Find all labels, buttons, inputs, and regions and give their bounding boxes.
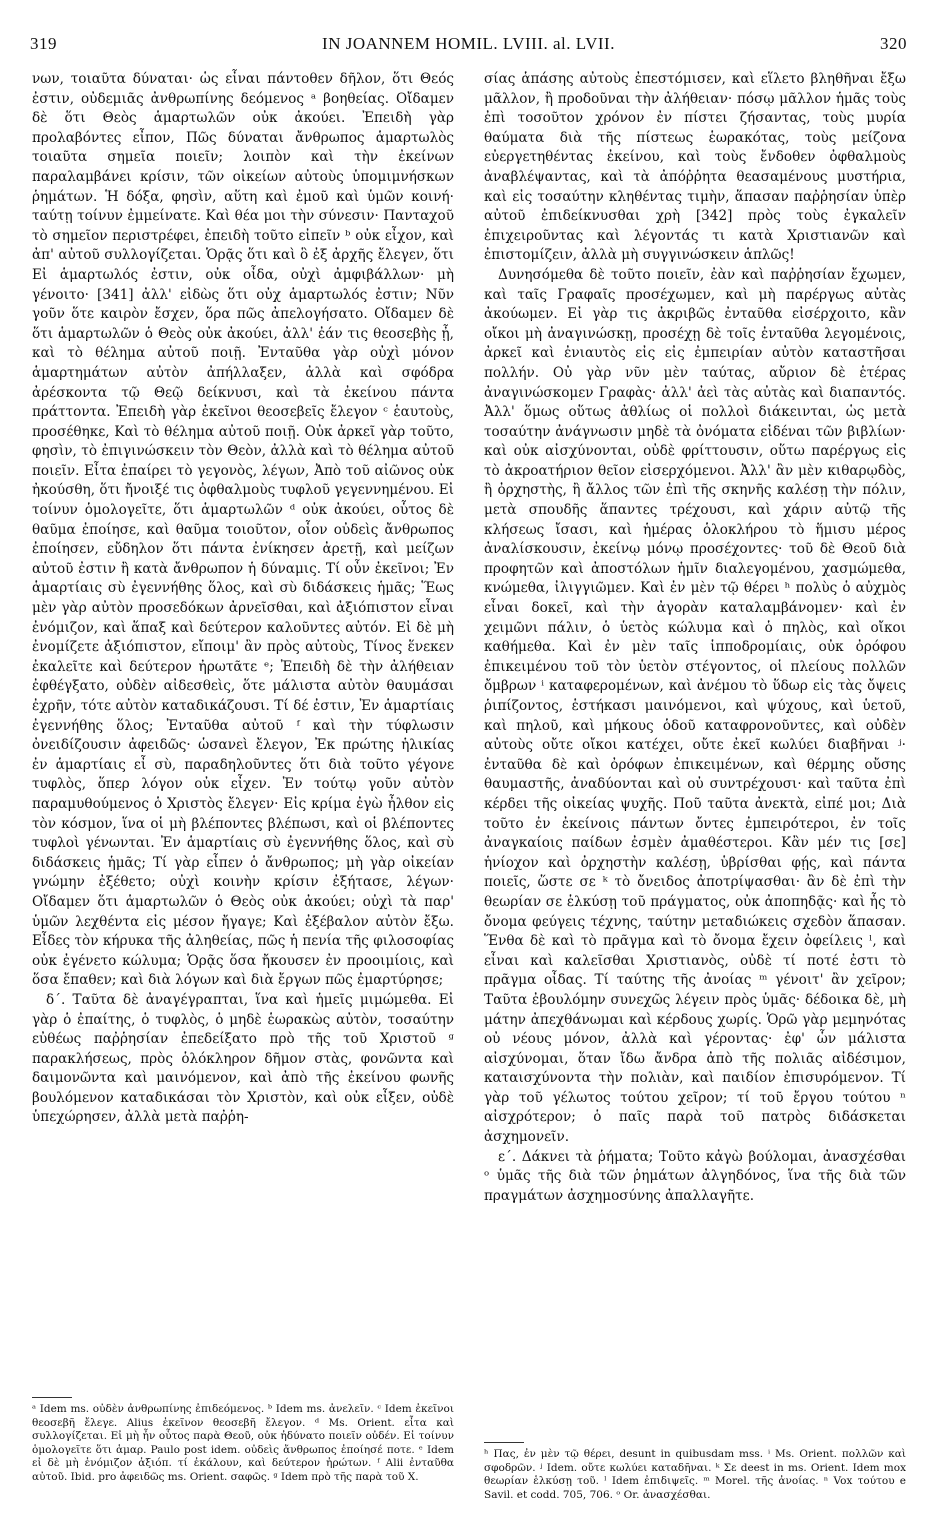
left-column (32, 70, 454, 1128)
page-number-right: 320 (880, 34, 907, 53)
footnote-rule (484, 1442, 524, 1443)
right-paragraph-3: ε΄. Δάκνει τὰ ῥήματα; Τοῦτο κἀγὼ βούλομαι, ἀνασχέσθαι ᵒ ὑμᾶς τῆς διὰ τῶν ῥημάτων ἀλγηδόνος, ἵνα τῆς διὰ τῶν πραγμάτων ἀσχημοσύνης ἀπαλλαγῆτε. (484, 1148, 906, 1204)
running-head: IN JOANNEM HOMIL. LVIII. al. LVII. (322, 34, 615, 53)
footnotes-left (32, 1397, 454, 1484)
left-paragraph-1: νων, τοιαῦτα δύναται· ὡς εἶναι πάντοθεν δῆλον, ὅτι Θεός ἐστιν, οὐδεμιᾶς ἀνθρωπίνης δεόμενος ᵃ βοηθείας. Οἴδαμεν δὲ ὅτι Θεὸς ἁμαρτωλῶν οὐκ ἀκούει. Ἐπειδὴ γὰρ προλαβόντες εἶπον, Πῶς δύναται ἄνθρωπος ἁμαρτωλὸς τοιαῦτα σημεῖα ποιεῖν; λοιπὸν καὶ τὴν ἐκείνων παραλαμβάνει κρίσιν, τῶν οἰκείων αὐτοὺς ὑπομιμνήσκων ῥημάτων. Ἡ δόξα, φησὶν, αὕτη καὶ ἐμοῦ καὶ ὑμῶν κοινή· ταύτῃ τοίνυν ἐμμείνατε. Καὶ θέα μοι τὴν σύνεσιν· Πανταχοῦ τὸ σημεῖον περιστρέφει, ἐπειδὴ τοῦτο εἰπεῖν ᵇ οὐκ εἶχον, καὶ ἀπ' αὐτοῦ συλλογίζεται. Ὁρᾷς ὅτι καὶ ὃ ἐξ ἀρχῆς ἔλεγεν, ὅτι Εἰ ἁμαρτωλός ἐστιν, οὐκ οἶδα, οὐχὶ ἀμφιβάλλων· μὴ γένοιτο· [341] ἀλλ' εἰδὼς ὅτι οὐχ ἁμαρτωλός ἐστιν; Νῦν γοῦν ὅτε καιρὸν ἔσχεν, ὅρα πῶς ἀπελογήσατο. Οἴδαμεν δὲ ὅτι ἁμαρτωλῶν ὁ Θεὸς οὐκ ἀκούει, ἀλλ' ἐάν τις θεοσεβὴς ᾖ, καὶ τὸ θέλημα αὐτοῦ ποιῇ. Ἐνταῦθα γὰρ οὐχὶ μόνον ἁμαρτημάτων αὐτὸν ἀπήλλαξεν, ἀλλὰ καὶ σφόδρα ἀρέσκοντα τῷ Θεῷ δείκνυσι, καὶ τὰ ἐκείνου πάντα πράττοντα. Ἐπειδὴ γὰρ ἐκεῖνοι θεοσεβεῖς ἔλεγον ᶜ ἑαυτοὺς, προσέθηκε, Καὶ τὸ θέλημα αὐτοῦ ποιῇ. Οὐκ ἀρκεῖ γὰρ τοῦτο, φησὶν, τὸ ἐπιγινώσκειν τὸν Θεὸν, ἀλλὰ καὶ τὸ θέλημα αὐτοῦ ποιεῖν. Εἶτα ἐπαίρει τὸ γεγονὸς, λέγων, Ἀπὸ τοῦ αἰῶνος οὐκ ἠκούσθη, ὅτι ἤνοιξέ τις ὀφθαλμοὺς τυφλοῦ γεγεννημένου. Εἰ τοίνυν ὁμολογεῖτε, ὅτι ἁμαρτωλῶν ᵈ οὐκ ἀκούει, οὗτος δὲ θαῦμα ἐποίησε, καὶ θαῦμα τοιοῦτον, οἷον οὐδεὶς ἄνθρωπος ἐποίησεν, εὔδηλον ὅτι πάντα ἐνίκησεν ἀρετῇ, καὶ μείζων αὐτοῦ ἐστιν ἢ κατὰ ἄνθρωπον ἡ δύναμις. Τί οὖν ἐκεῖνοι; Ἐν ἁμαρτίαις σὺ ἐγεννήθης ὅλος, καὶ σὺ διδάσκεις ἡμᾶς; Ἕως μὲν γὰρ αὐτὸν προσεδόκων ἀρνεῖσθαι, καὶ ἀξιόπιστον εἶναι ἐνόμιζον, καὶ ἅπαξ καὶ δεύτερον καλοῦντες αὐτόν. Εἰ δὲ μὴ ἐνομίζετε ἀξιόπιστον, εἴποιμ' ἂν πρὸς αὐτοὺς, Τίνος ἕνεκεν ἐκαλεῖτε καὶ δεύτερον ἠρωτᾶτε ᵉ; Ἐπειδὴ δὲ τὴν ἀλήθειαν ἐφθέγξατο, οὐδὲν αἰδεσθεὶς, ὅτε μάλιστα αὐτὸν θαυμάσαι ἐχρῆν, τότε αὐτὸν καταδικάζουσι. Τί δέ ἐστιν, Ἐν ἁμαρτίαις ἐγεννήθης ὅλος; Ἐνταῦθα αὐτοῦ ᶠ καὶ τὴν τύφλωσιν ὀνειδίζουσιν ἀφειδῶς· ὡσανεὶ ἔλεγον, Ἐκ πρώτης ἡλικίας ἐν ἁμαρτίαις εἶ σὺ, παραδηλοῦντες ὅτι διὰ τοῦτο γέγονε τυφλὸς, ὅπερ λόγον οὐκ εἶχεν. Ἐν τούτῳ γοῦν αὐτὸν παραμυθούμενος ὁ Χριστὸς ἔλεγεν· Εἰς κρίμα ἐγὼ ἦλθον εἰς τὸν κόσμον, ἵνα οἱ μὴ βλέποντες βλέπωσι, καὶ οἱ βλέποντες τυφλοὶ γένωνται. Ἐν ἁμαρτίαις σὺ ἐγεννήθης ὅλος, καὶ σὺ διδάσκεις ἡμᾶς; Τί γὰρ εἶπεν ὁ ἄνθρωπος; μὴ γὰρ οἰκείαν γνώμην ἐξέθετο; οὐχὶ κοινὴν κρίσιν ἐξήτασε, λέγων· Οἴδαμεν ὅτι ἁμαρτωλῶν ὁ Θεὸς οὐκ ἀκούει; οὐχὶ τὰ παρ' ὑμῶν λεχθέντα εἰς μέσον ἤγαγε; Καὶ ἐξέβαλον αὐτὸν ἔξω. Εἶδες τὸν κήρυκα τῆς ἀληθείας, πῶς ἡ πενία τῆς φιλοσοφίας οὐκ ἐγένετο κώλυμα; Ὁρᾷς ὅσα ἤκουσεν ἐν προοιμίοις, καὶ ὅσα ἔπαθεν; καὶ διὰ λόγων καὶ διὰ ἔργων πῶς ἐμαρτύρησε; (32, 71, 454, 989)
right-paragraph-2: Δυνησόμεθα δὲ τοῦτο ποιεῖν, ἐὰν καὶ παῤῥησίαν ἔχωμεν, καὶ ταῖς Γραφαῖς προσέχωμεν, καὶ μὴ παρέργως αὐτὰς ἀκούωμεν. Εἰ γὰρ τις ἀκριβῶς ἐνταῦθα εἰσέρχοιτο, κἂν οἴκοι μὴ ἀναγινώσκῃ, προσέχῃ δὲ τοῖς ἐνταῦθα λεγομένοις, ἀρκεῖ καὶ ἐνιαυτὸς εἰς εἰς ἐμπειρίαν αὐτὸν καταστῆσαι πολλήν. Οὐ γὰρ νῦν μὲν ταύτας, αὔριον δὲ ἑτέρας ἀναγινώσκομεν Γραφὰς· ἀλλ' ἀεὶ τὰς αὐτὰς καὶ διαπαντός. Ἀλλ' ὅμως οὕτως ἀθλίως οἱ πολλοὶ διάκεινται, ὡς μετὰ τοσαύτην ἀνάγνωσιν μηδὲ τὰ ὀνόματα εἰδέναι τῶν βιβλίων· καὶ οὐκ αἰσχύνονται, οὐδὲ φρίττουσιν, οὕτω παρέργως εἰς τὸ ἀκροατήριον θεῖον εἰσερχόμενοι. Ἀλλ' ἂν μὲν κιθαρῳδὸς, ἢ ὀρχηστὴς, ἢ ἄλλος τῶν ἐπὶ τῆς σκηνῆς καλέσῃ τὴν πόλιν, μετὰ σπουδῆς ἅπαντες τρέχουσι, καὶ χάριν αὐτῷ τῆς κλήσεως ἴσασι, καὶ ἡμέρας ὁλοκλήρου τὸ ἥμισυ μέρος ἀναλίσκουσιν, ἐκείνῳ μόνῳ προσέχοντες· τοῦ δὲ Θεοῦ διὰ προφητῶν καὶ ἀποστόλων ἡμῖν διαλεγομένου, χασμώμεθα, κνώμεθα, ἰλιγγιῶμεν. Καὶ ἐν μὲν τῷ θέρει ʰ πολὺς ὁ αὐχμὸς εἶναι δοκεῖ, καὶ τὴν ἀγορὰν καταλαμβάνομεν· καὶ ἐν χειμῶνι πάλιν, ὁ ὑετὸς κώλυμα καὶ ὁ πηλὸς, καὶ οἴκοι καθήμεθα. Καὶ ἐν μὲν ταῖς ἱπποδρομίαις, οὐκ ὀρόφου ἐπικειμένου τοῦ τὸν ὑετὸν στέγοντος, οἱ πλείους πολλῶν ὄμβρων ⁱ καταφερομένων, καὶ ἀνέμου τὸ ὕδωρ εἰς τὰς ὄψεις ῥιπίζοντος, ἑστήκασι μαινόμενοι, καὶ ψύχους, καὶ ὑετοῦ, καὶ πηλοῦ, καὶ μήκους ὁδοῦ καταφρονοῦντες, καὶ οὐδὲν αὐτοὺς οὔτε οἴκοι κατέχει, οὔτε ἐκεῖ κωλύει διαβῆναι ʲ· ἐνταῦθα δὲ καὶ ὀρόφων ἐπικειμένων, καὶ θέρμης οὔσης θαυμαστῆς, ἀναδύονται καὶ οὐ συντρέχουσι· καὶ ταῦτα ἐπὶ κέρδει τῆς οἰκείας ψυχῆς. Ποῦ ταῦτα ἀνεκτὰ, εἰπέ μοι; Διὰ τοῦτο ἐν ἐκείνοις πάντων ὄντες ἐμπειρότεροι, ἐν τοῖς ἀναγκαίοις παίδων ἐσμὲν ἀμαθέστεροι. Κἂν μέν τις [σε] ἡνίοχον καὶ ὀρχηστὴν καλέσῃ, ὑβρίσθαι φῄς, καὶ πάντα ποιεῖς, ὥστε σε ᵏ τὸ ὄνειδος ἀποτρίψασθαι· ἂν δὲ ἐπὶ τὴν θεωρίαν σε ἑλκύσῃ τοῦ πράγματος, οὐκ ἀποπηδᾷς· καὶ ἧς τὸ ὄνομα φεύγεις τέχνης, ταύτην μεταδιώκεις σχεδὸν ἅπασαν. Ἕνθα δὲ καὶ τὸ πρᾶγμα καὶ τὸ ὄνομα ἔχειν ὀφείλεις ˡ, καὶ εἶναι καὶ καλεῖσθαι Χριστιανὸς, οὐδὲ τί ποτέ ἐστι τὸ πρᾶγμα οἶδας. Τί ταύτης τῆς ἀνοίας ᵐ γένοιτ' ἂν χεῖρον; Ταῦτα ἐβουλόμην συνεχῶς λέγειν πρὸς ὑμᾶς· δέδοικα δὲ, μὴ μάτην ἀπεχθάνωμαι καὶ κέρδους χωρίς. Ὁρῶ γὰρ μεμηνότας οὐ νέους μόνον, ἀλλὰ καὶ γέροντας· ἐφ' ὧν μάλιστα αἰσχύνομαι, ὅταν ἴδω ἄνδρα ἀπὸ τῆς πολιᾶς αἰδέσιμον, καταισχύνοντα τὴν πολιὰν, καὶ παιδίον ἐπισυρόμενον. Τί γὰρ τοῦ γέλωτος τούτου χεῖρον; τί τοῦ ἔργου τούτου ⁿ αἰσχρότερον; ὁ παῖς παρὰ τοῦ πατρὸς διδάσκεται ἀσχημονεῖν. (484, 266, 906, 1146)
footnotes-right-text: ʰ Πας, ἐν μὲν τῷ θέρει, desunt in quibusdam mss. ⁱ Ms. Orient. πολλῶν καὶ σφοδρῶν. ʲ Idem. οὔτε κωλύει καταδῆναι. ᵏ Σε deest in ms. Orient. Idem mox θεωρίαν ἑλκύσῃ τοῦ. ˡ Idem ἐπιδιψεῖς. ᵐ Morel. τῆς ἀνοίας. ⁿ Vox τούτου e Savil. et codd. 705, 706. ᵒ Or. ἀνασχέσθαι. (484, 1448, 906, 1501)
right-column (484, 70, 906, 1206)
left-paragraph-2: δ΄. Ταῦτα δὲ ἀναγέγραπται, ἵνα καὶ ἡμεῖς μιμώμεθα. Εἰ γὰρ ὁ ἐπαίτης, ὁ τυφλὸς, ὁ μηδὲ ἑωρακὼς αὐτὸν, τοσαύτην εὐθέως παῤῥησίαν ἐπεδείξατο πρὸ τῆς τοῦ Χριστοῦ ᵍ παρακλήσεως, πρὸς ὁλόκληρον δῆμον στὰς, φονῶντα καὶ δαιμονῶντα καὶ μαινόμενον, καὶ ἀπὸ τῆς ἐκείνου φωνῆς βουλόμενον καταδικάσαι τὸν Χριστὸν, καὶ οὐκ εἶξεν, οὐδὲ ὑπεχώρησεν, ἀλλὰ μετὰ παῤῥη- (32, 991, 454, 1126)
page-number-left: 319 (30, 34, 57, 53)
footnote-rule (32, 1397, 72, 1398)
right-paragraph-1: σίας ἁπάσης αὐτοὺς ἐπεστόμισεν, καὶ εἵλετο βληθῆναι ἔξω μᾶλλον, ἢ προδοῦναι τὴν ἀλήθειαν· πόσῳ μᾶλλον ἡμᾶς τοὺς ἐπὶ τοσοῦτον χρόνον ἐν πίστει ζήσαντας, τοὺς μυρία θαύματα διὰ τῆς πίστεως ἑωρακότας, τοὺς μείζονα εὐεργετηθέντας ἐκείνου, καὶ τοὺς ἔνδοθεν ὀφθαλμοὺς ἀναβλέψαντας, καὶ τὰ ἀπόῤῥητα θεασαμένους μυστήρια, καὶ εἰς τοσαύτην κληθέντας τιμὴν, ἅπασαν παῤῥησίαν ὑπὲρ αὐτοῦ ἐπιδείκνυσθαι χρὴ [342] πρὸς τοὺς ἐγκαλεῖν ἐπιχειροῦντας καὶ λέγοντάς τι κατὰ Χριστιανῶν καὶ ἐπιστομίζειν, ἀλλὰ μὴ συγγινώσκειν ἁπλῶς! (484, 71, 906, 264)
footnotes-right (484, 1442, 906, 1502)
footnotes-left-text: ᵃ Idem ms. οὐδὲν ἀνθρωπίνης ἐπιδεόμενος. ᵇ Idem ms. ἀνελεῖν. ᶜ Idem ἐκεῖνοι θεοσεβῆ ἔλεγε. Alius ἐκεῖνον θεοσεβῆ ἔλεγον. ᵈ Ms. Orient. εἶτα καὶ συλλογίζεται. Εἰ μὴ ἦν οὗτος παρὰ Θεοῦ, οὐκ ἠδύνατο ποιεῖν οὐδέν. Εἰ τοίνυν ὁμολογεῖτε ὅτι ἁμαρ. Paulo post idem. οὐδεὶς ἄνθρωπος ἐποίησέ ποτε. ᵉ Idem εἰ δὲ μὴ ἐνόμιζον ἀξιόπ. τί ἐκάλουν, καὶ δεύτερον ἠρώτων. ᶠ Alii ἐνταῦθα αὐτοῦ. Ibid. pro ἀφειδῶς ms. Orient. σαφῶς. ᵍ Idem πρὸ τῆς παρὰ τοῦ Χ. (32, 1403, 454, 1483)
running-header (30, 34, 907, 60)
